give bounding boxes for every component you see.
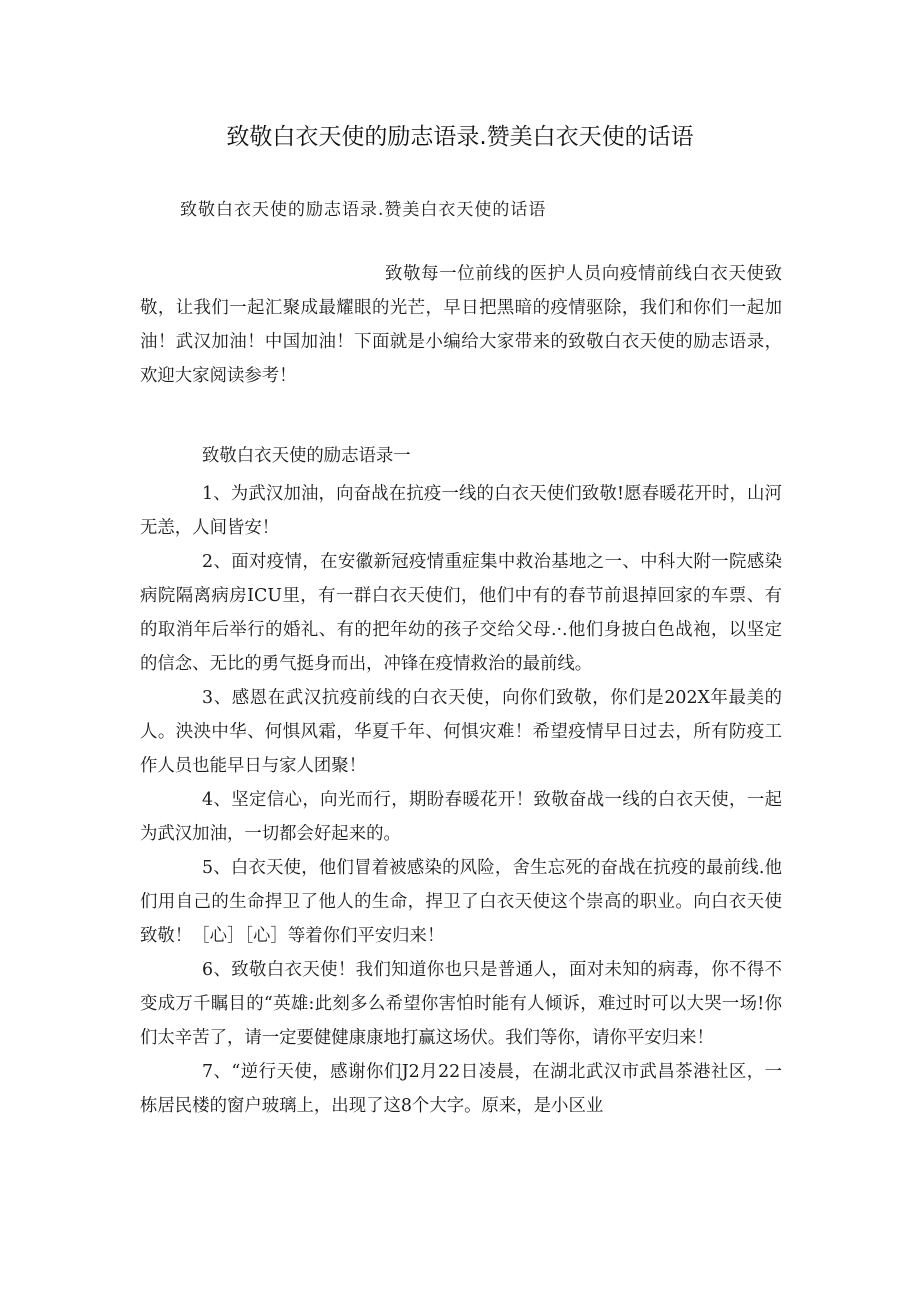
paragraph-7: 7、“逆行天使，感谢你们J2月22日凌晨，在湖北武汉市武昌茶港社区，一栋居民楼的窗户玻璃上，出现了这8个大字。原来，是小区业 [140,1062,782,1116]
intro-paragraph: 致敬每一位前线的医护人员向疫情前线白衣天使致敬，让我们一起汇聚成最耀眼的光芒，早日把黑暗的疫情驱除，我们和你们一起加油！武汉加油！中国加油！下面就是小编给大家带来的致敬白衣天使的励志语录，欢迎大家阅读参考！ [140,264,782,386]
paragraph-6: 6、致敬白衣天使！我们知道你也只是普通人，面对未知的病毒，你不得不变成万千瞩目的“英雄:此刻多么希望你害怕时能有人倾诉，难过时可以大哭一场!你们太辛苦了，请一定要健健康康地打赢这场伏。我们等你，请你平安归来！ [140,960,782,1048]
section-heading: 致敬白衣天使的励志语录一 [202,446,411,466]
document-title: 致敬白衣天使的励志语录.赞美白衣天使的话语 [226,124,694,150]
paragraph-5: 5、白衣天使，他们冒着被感染的风险，舍生忘死的奋战在抗疫的最前线.他们用自己的生命捍卫了他人的生命，捍卫了白衣天使这个崇高的职业。向白衣天使致敬！［心］［心］等着你们平安归来！ [140,858,782,946]
document-subtitle: 致敬白衣天使的励志语录.赞美白衣天使的话语 [180,200,547,220]
paragraph-1: 1、为武汉加油，向奋战在抗疫一线的白衣天使们致敬!愿春暖花开时，山河无恙，人间皆安！ [140,484,782,538]
paragraph-4: 4、坚定信心，向光而行，期盼春暖花开！致敬奋战一线的白衣天使，一起为武汉加油，一切都会好起来的。 [140,790,782,844]
document-body [140,257,782,1123]
paragraph-2: 2、面对疫情，在安徽新冠疫情重症集中救治基地之一、中科大附一院感染病院隔离病房ICU里，有一群白衣天使们，他们中有的春节前退掉回家的车票、有的取消年后举行的婚礼、有的把年幼的孩子交给父母.·.他们身披白色战袍，以坚定的信念、无比的勇气挺身而出，冲锋在疫情救治的最前线。 [140,552,782,674]
paragraph-3: 3、感恩在武汉抗疫前线的白衣天使，向你们致敬，你们是202X年最美的人。泱泱中华、何惧风霜，华夏千年、何惧灾难！希望疫情早日过去，所有防疫工作人员也能早日与家人团聚！ [140,688,782,776]
